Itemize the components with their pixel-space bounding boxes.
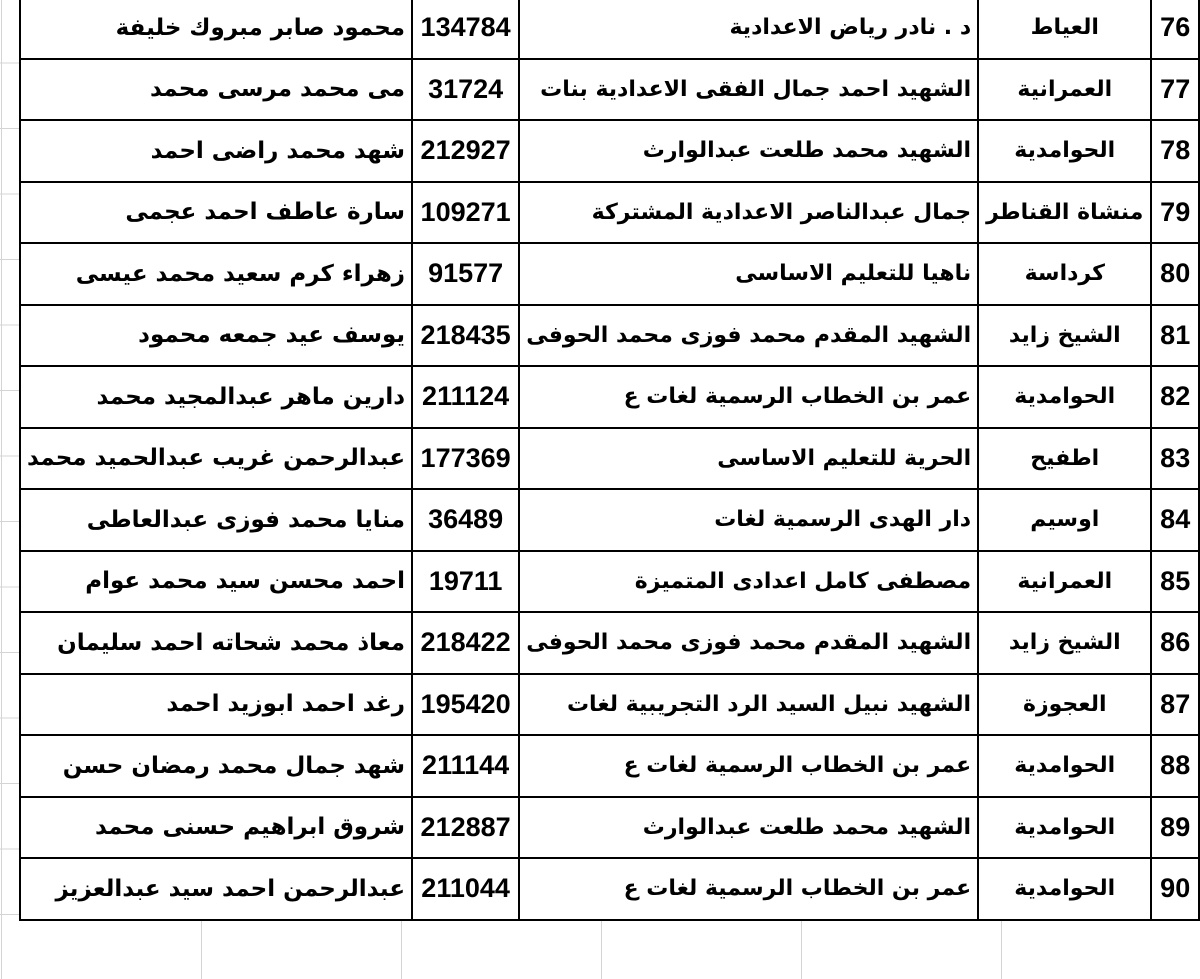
table-row (20, 612, 1199, 674)
row-number-cell[interactable]: 82 (1151, 366, 1199, 428)
table-row (20, 182, 1199, 244)
student-name-cell[interactable]: رغد احمد ابوزيد احمد (20, 674, 412, 736)
administration-cell[interactable]: كرداسة (978, 243, 1151, 305)
seat-number-cell[interactable]: 19711 (412, 551, 519, 613)
row-number-cell[interactable]: 90 (1151, 858, 1199, 920)
administration-cell[interactable]: الحوامدية (978, 120, 1151, 182)
seat-number-cell[interactable]: 212887 (412, 797, 519, 859)
seat-number-cell[interactable]: 134784 (412, 0, 519, 59)
seat-number-cell[interactable]: 177369 (412, 428, 519, 490)
row-number-cell[interactable]: 86 (1151, 612, 1199, 674)
student-name-cell[interactable]: سارة عاطف احمد عجمى (20, 182, 412, 244)
row-number-cell[interactable]: 89 (1151, 797, 1199, 859)
row-number-cell[interactable]: 87 (1151, 674, 1199, 736)
student-name-cell[interactable]: شهد محمد راضى احمد (20, 120, 412, 182)
student-name-cell[interactable]: شروق ابراهيم حسنى محمد (20, 797, 412, 859)
student-name-cell[interactable]: يوسف عيد جمعه محمود (20, 305, 412, 367)
row-number-cell[interactable]: 81 (1151, 305, 1199, 367)
student-name-cell[interactable]: دارين ماهر عبدالمجيد محمد (20, 366, 412, 428)
table-row (20, 120, 1199, 182)
seat-number-cell[interactable]: 211044 (412, 858, 519, 920)
table-row (20, 428, 1199, 490)
seat-number-cell[interactable]: 195420 (412, 674, 519, 736)
student-name-cell[interactable]: عبدالرحمن احمد سيد عبدالعزيز (20, 858, 412, 920)
row-number-cell[interactable]: 83 (1151, 428, 1199, 490)
seat-number-cell[interactable]: 211144 (412, 735, 519, 797)
school-name-cell[interactable]: الشهيد محمد طلعت عبدالوارث (519, 797, 978, 859)
administration-cell[interactable]: الحوامدية (978, 366, 1151, 428)
school-name-cell[interactable]: الشهيد المقدم محمد فوزى محمد الحوفى (519, 305, 978, 367)
school-name-cell[interactable]: الشهيد محمد طلعت عبدالوارث (519, 120, 978, 182)
seat-number-cell[interactable]: 211124 (412, 366, 519, 428)
table-row (20, 0, 1199, 59)
table-row (20, 59, 1199, 121)
table-row (20, 305, 1199, 367)
administration-cell[interactable]: الشيخ زايد (978, 305, 1151, 367)
table-row (20, 858, 1199, 920)
seat-number-cell[interactable]: 109271 (412, 182, 519, 244)
table-row (20, 674, 1199, 736)
administration-cell[interactable]: الحوامدية (978, 797, 1151, 859)
school-name-cell[interactable]: ناهيا للتعليم الاساسى (519, 243, 978, 305)
school-name-cell[interactable]: عمر بن الخطاب الرسمية لغات ع (519, 366, 978, 428)
administration-cell[interactable]: العمرانية (978, 59, 1151, 121)
seat-number-cell[interactable]: 212927 (412, 120, 519, 182)
results-table (19, 0, 1200, 921)
seat-number-cell[interactable]: 218435 (412, 305, 519, 367)
seat-number-cell[interactable]: 91577 (412, 243, 519, 305)
row-number-cell[interactable]: 85 (1151, 551, 1199, 613)
student-name-cell[interactable]: محمود صابر مبروك خليفة (20, 0, 412, 59)
administration-cell[interactable]: اوسيم (978, 489, 1151, 551)
student-name-cell[interactable]: احمد محسن سيد محمد عوام (20, 551, 412, 613)
table-row (20, 366, 1199, 428)
school-name-cell[interactable]: دار الهدى الرسمية لغات (519, 489, 978, 551)
results-table-body (20, 0, 1199, 920)
administration-cell[interactable]: الشيخ زايد (978, 612, 1151, 674)
school-name-cell[interactable]: د . نادر رياض الاعدادية (519, 0, 978, 59)
student-name-cell[interactable]: مى محمد مرسى محمد (20, 59, 412, 121)
school-name-cell[interactable]: عمر بن الخطاب الرسمية لغات ع (519, 858, 978, 920)
school-name-cell[interactable]: الشهيد نبيل السيد الرد التجريبية لغات (519, 674, 978, 736)
row-number-cell[interactable]: 76 (1151, 0, 1199, 59)
row-number-cell[interactable]: 79 (1151, 182, 1199, 244)
student-name-cell[interactable]: معاذ محمد شحاته احمد سليمان (20, 612, 412, 674)
table-row (20, 735, 1199, 797)
student-name-cell[interactable]: منايا محمد فوزى عبدالعاطى (20, 489, 412, 551)
school-name-cell[interactable]: مصطفى كامل اعدادى المتميزة (519, 551, 978, 613)
administration-cell[interactable]: منشاة القناطر (978, 182, 1151, 244)
row-number-cell[interactable]: 80 (1151, 243, 1199, 305)
administration-cell[interactable]: الحوامدية (978, 735, 1151, 797)
table-row (20, 243, 1199, 305)
table-row (20, 489, 1199, 551)
administration-cell[interactable]: الحوامدية (978, 858, 1151, 920)
student-name-cell[interactable]: عبدالرحمن غريب عبدالحميد محمد (20, 428, 412, 490)
administration-cell[interactable]: العياط (978, 0, 1151, 59)
student-name-cell[interactable]: زهراء كرم سعيد محمد عيسى (20, 243, 412, 305)
row-number-cell[interactable]: 88 (1151, 735, 1199, 797)
school-name-cell[interactable]: الحرية للتعليم الاساسى (519, 428, 978, 490)
table-row (20, 797, 1199, 859)
school-name-cell[interactable]: الشهيد المقدم محمد فوزى محمد الحوفى (519, 612, 978, 674)
administration-cell[interactable]: العجوزة (978, 674, 1151, 736)
school-name-cell[interactable]: جمال عبدالناصر الاعدادية المشتركة (519, 182, 978, 244)
student-name-cell[interactable]: شهد جمال محمد رمضان حسن (20, 735, 412, 797)
row-number-cell[interactable]: 84 (1151, 489, 1199, 551)
seat-number-cell[interactable]: 218422 (412, 612, 519, 674)
seat-number-cell[interactable]: 36489 (412, 489, 519, 551)
school-name-cell[interactable]: الشهيد احمد جمال الفقى الاعدادية بنات (519, 59, 978, 121)
table-row (20, 551, 1199, 613)
administration-cell[interactable]: اطفيح (978, 428, 1151, 490)
row-number-cell[interactable]: 77 (1151, 59, 1199, 121)
administration-cell[interactable]: العمرانية (978, 551, 1151, 613)
school-name-cell[interactable]: عمر بن الخطاب الرسمية لغات ع (519, 735, 978, 797)
row-number-cell[interactable]: 78 (1151, 120, 1199, 182)
seat-number-cell[interactable]: 31724 (412, 59, 519, 121)
